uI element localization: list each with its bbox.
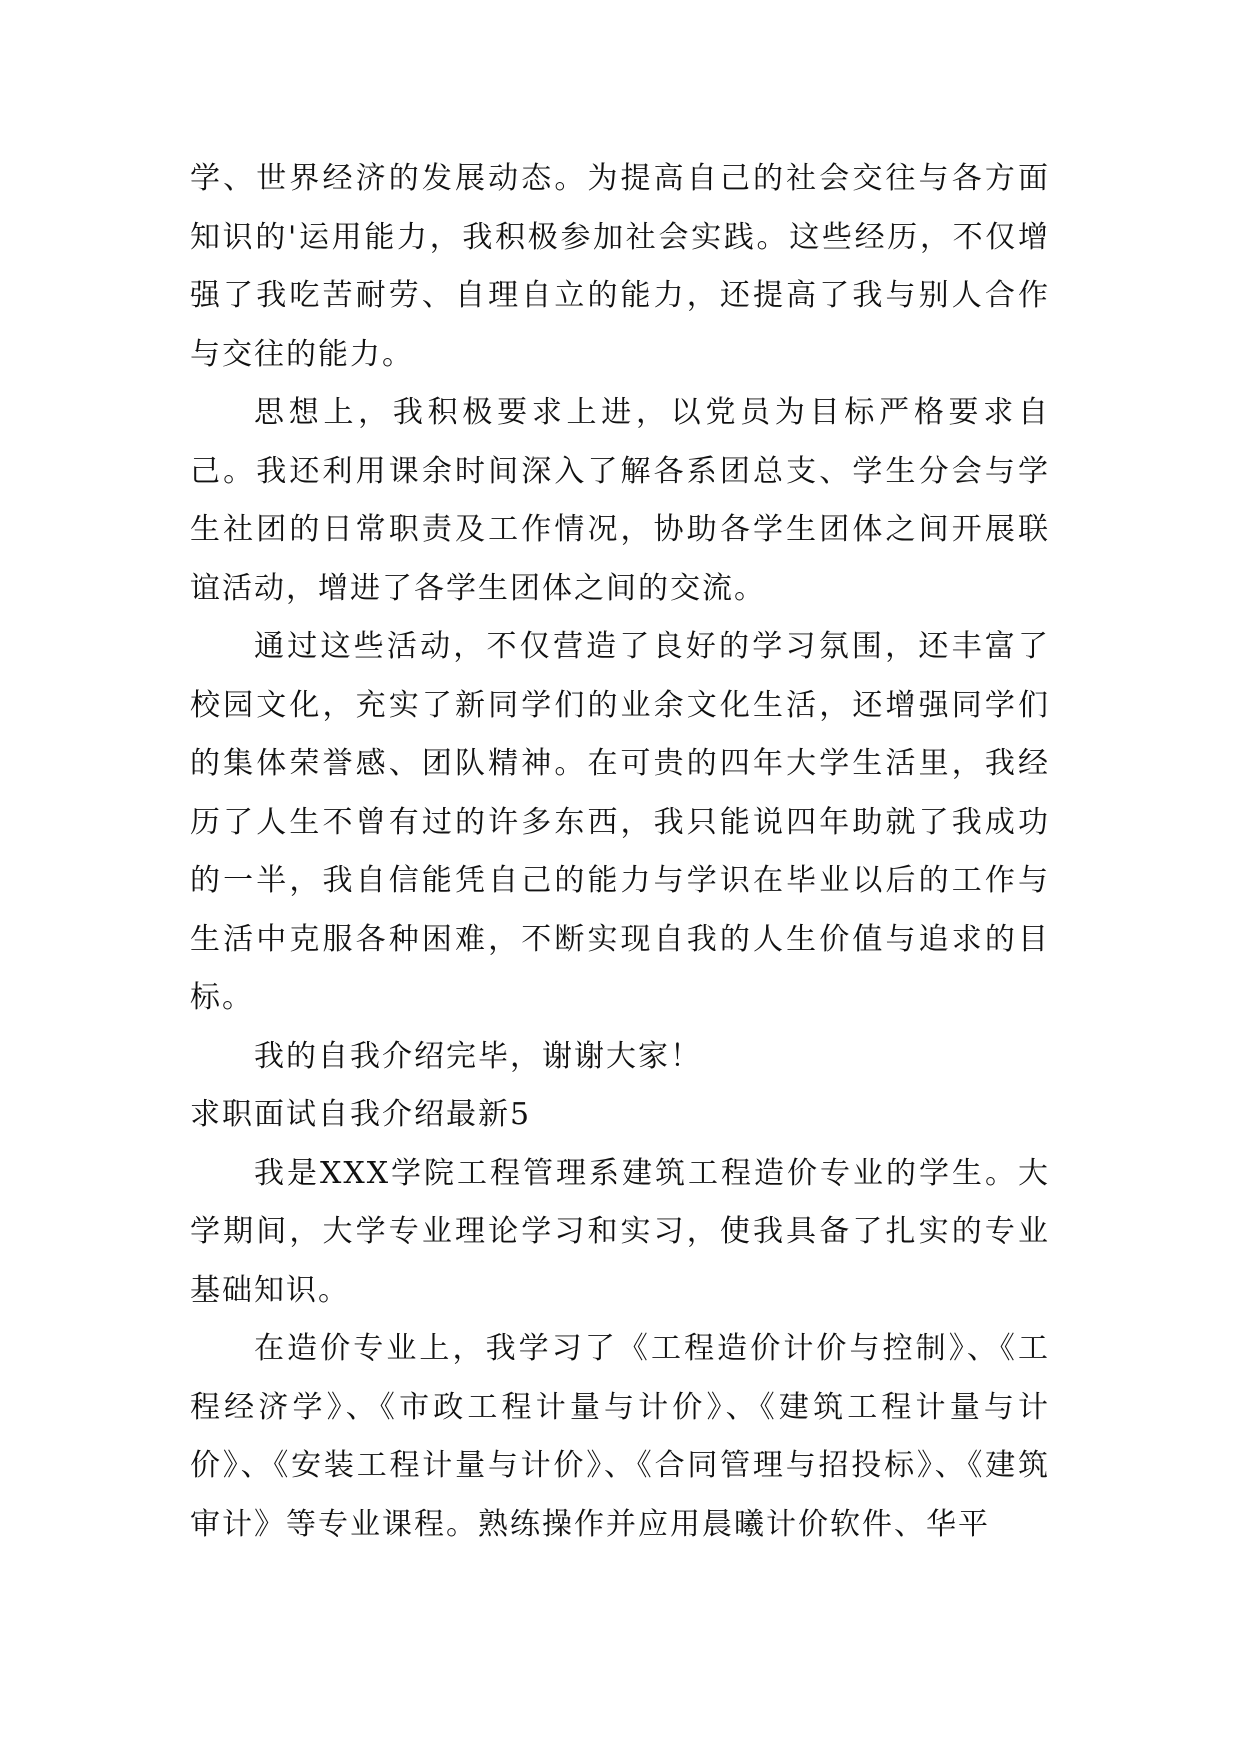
paragraph-3: 通过这些活动，不仅营造了良好的学习氛围，还丰富了校园文化，充实了新同学们的业余文化生活，还增强同学们的集体荣誉感、团队精神。在可贵的四年大学生活里，我经历了人生不曾有过的许多东西，我只能说四年助就了我成功的一半，我自信能凭自己的能力与学识在毕业以后的工作与生活中克服各种困难，不断实现自我的人生价值与追求的目标。 xyxy=(190,629,1050,1015)
paragraph-2: 思想上，我积极要求上进，以党员为目标严格要求自己。我还利用课余时间深入了解各系团总支、学生分会与学生社团的日常职责及工作情况，协助各学生团体之间开展联谊活动，增进了各学生团体之间的交流。 xyxy=(190,395,1050,606)
paragraph-5: 我是XXX学院工程管理系建筑工程造价专业的学生。大学期间，大学专业理论学习和实习，使我具备了扎实的专业基础知识。 xyxy=(190,1155,1050,1308)
paragraph-4: 我的自我介绍完毕，谢谢大家！ xyxy=(254,1038,702,1074)
document-body xyxy=(190,150,1050,1554)
paragraph-6: 在造价专业上，我学习了《工程造价计价与控制》、《工程经济学》、《市政工程计量与计价》、《建筑工程计量与计价》、《安装工程计量与计价》、《合同管理与招投标》、《建筑审计》等专业课程。熟练操作并应用晨曦计价软件、华平 xyxy=(190,1331,1050,1542)
section-heading: 求职面试自我介绍最新5 xyxy=(190,1097,532,1132)
paragraph-1: 学、世界经济的发展动态。为提高自己的社会交往与各方面知识的'运用能力，我积极参加社会实践。这些经历，不仅增强了我吃苦耐劳、自理自立的能力，还提高了我与别人合作与交往的能力。 xyxy=(190,161,1050,372)
